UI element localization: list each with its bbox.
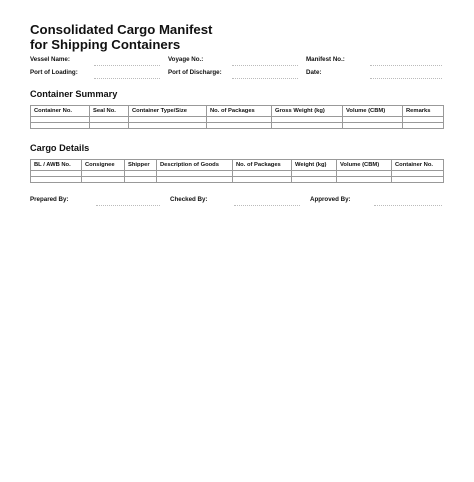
table-cell[interactable] [31,123,90,129]
column-header: Container No. [392,160,444,171]
table-cell[interactable] [207,123,272,129]
table-cell[interactable] [292,177,337,183]
column-header: No. of Packages [207,106,272,117]
table-cell[interactable] [129,123,207,129]
manifest-no-field[interactable] [306,56,442,66]
column-header: Seal No. [90,106,129,117]
date-blank[interactable] [370,78,442,79]
table-cell[interactable] [125,177,157,183]
column-header: Remarks [403,106,444,117]
header-fields-row-2 [30,69,442,79]
table-header-row [31,160,444,171]
table-row [31,177,444,183]
column-header: No. of Packages [233,160,292,171]
table-cell[interactable] [31,177,82,183]
checked-by-field[interactable] [170,196,300,206]
container-summary-table [30,105,444,129]
vessel-name-blank[interactable] [94,65,160,66]
voyage-no-field[interactable] [168,56,298,66]
column-header: Shipper [125,160,157,171]
column-header: Gross Weight (kg) [272,106,343,117]
column-header: Volume (CBM) [337,160,392,171]
table-header-row [31,106,444,117]
manifest-no-label: Manifest No.: [306,56,345,63]
port-of-loading-label: Port of Loading: [30,69,78,76]
prepared-by-field[interactable] [30,196,160,206]
title-line-2: for Shipping Containers [30,37,181,52]
table-row [31,123,444,129]
manifest-no-blank[interactable] [370,65,442,66]
checked-by-blank[interactable] [234,205,300,206]
port-of-loading-field[interactable] [30,69,160,79]
header-fields-row-1 [30,56,442,66]
table-cell[interactable] [337,177,392,183]
table-cell[interactable] [157,177,233,183]
table-cell[interactable] [82,177,125,183]
table-cell[interactable] [403,123,444,129]
approved-by-blank[interactable] [374,205,442,206]
table-cell[interactable] [233,177,292,183]
page-title [30,22,212,52]
checked-by-label: Checked By: [170,196,208,203]
port-of-discharge-field[interactable] [168,69,298,79]
table-cell[interactable] [272,123,343,129]
port-of-discharge-blank[interactable] [232,78,298,79]
vessel-name-field[interactable] [30,56,160,66]
approved-by-field[interactable] [310,196,442,206]
prepared-by-blank[interactable] [96,205,160,206]
column-header: Weight (kg) [292,160,337,171]
title-line-1: Consolidated Cargo Manifest [30,22,213,37]
column-header: Volume (CBM) [343,106,403,117]
cargo-details-table [30,159,444,183]
approved-by-label: Approved By: [310,196,351,203]
table-cell[interactable] [90,123,129,129]
column-header: Container No. [31,106,90,117]
column-header: Consignee [82,160,125,171]
date-label: Date: [306,69,322,76]
column-header: BL / AWB No. [31,160,82,171]
table-cell[interactable] [343,123,403,129]
signature-row [30,196,442,206]
port-of-loading-blank[interactable] [94,78,160,79]
port-of-discharge-label: Port of Discharge: [168,69,222,76]
column-header: Container Type/Size [129,106,207,117]
date-field[interactable] [306,69,442,79]
cargo-details-heading: Cargo Details [30,143,90,153]
vessel-name-label: Vessel Name: [30,56,70,63]
voyage-no-label: Voyage No.: [168,56,204,63]
voyage-no-blank[interactable] [232,65,298,66]
table-cell[interactable] [392,177,444,183]
column-header: Description of Goods [157,160,233,171]
container-summary-heading: Container Summary [30,89,118,99]
prepared-by-label: Prepared By: [30,196,69,203]
